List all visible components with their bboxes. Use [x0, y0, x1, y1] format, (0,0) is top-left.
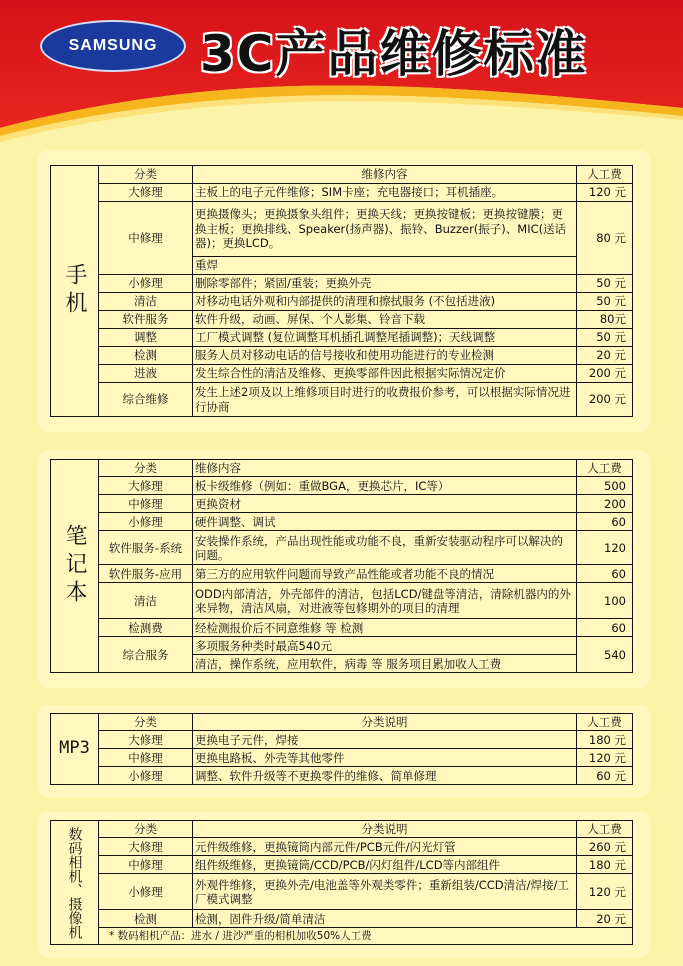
category-cell: 中修理	[99, 202, 193, 275]
description-cell: 工厂模式调整 (复位调整耳机插孔调整尾插调整)；天线调整	[193, 329, 577, 347]
column-header: 分类	[99, 714, 193, 731]
description-cell: 清洁，操作系统，应用软件，病毒 等 服务项目累加收人工费	[193, 655, 577, 673]
table-row	[51, 311, 633, 329]
fee-cell: 50 元	[577, 293, 633, 311]
column-header: 人工费	[577, 714, 633, 731]
description-cell: 删除零部件；紧固/重装；更换外壳	[193, 275, 577, 293]
fee-cell: 200	[577, 495, 633, 513]
category-cell: 中修理	[99, 856, 193, 874]
table-row	[51, 856, 633, 874]
table-row	[51, 731, 633, 749]
laptop-label: 笔记本	[51, 460, 99, 673]
table-row	[51, 531, 633, 565]
fee-cell: 120 元	[577, 749, 633, 767]
fee-cell: 60	[577, 565, 633, 583]
category-cell: 进液	[99, 365, 193, 383]
mp3-label: MP3	[51, 714, 99, 785]
description-cell: 外观件维修，更换外壳/电池盖等外观类零件；重新组装/CCD清洁/焊接/工厂模式调整	[193, 874, 577, 910]
description-cell: 主板上的电子元件维修；SIM卡座；充电器接口；耳机插座。	[193, 184, 577, 202]
category-cell: 小修理	[99, 767, 193, 785]
description-cell: 组件级维修，更换镜筒/CCD/PCB/闪灯组件/LCD等内部组件	[193, 856, 577, 874]
column-header: 分类说明	[193, 714, 577, 731]
description-cell: 更换资材	[193, 495, 577, 513]
laptop-table	[50, 459, 633, 673]
category-cell: 大修理	[99, 477, 193, 495]
category-cell: 检测	[99, 910, 193, 928]
note-row	[51, 928, 633, 945]
fee-cell: 120	[577, 531, 633, 565]
category-cell: 大修理	[99, 184, 193, 202]
category-cell: 综合维修	[99, 383, 193, 417]
table-row	[51, 619, 633, 637]
category-cell: 中修理	[99, 495, 193, 513]
description-cell: 多项服务种类时最高540元	[193, 637, 577, 655]
category-cell: 软件服务	[99, 311, 193, 329]
column-header: 分类	[99, 166, 193, 184]
fee-cell: 20 元	[577, 347, 633, 365]
fee-cell: 120 元	[577, 184, 633, 202]
category-cell: 清洁	[99, 293, 193, 311]
table-row	[51, 275, 633, 293]
fee-cell: 260 元	[577, 838, 633, 856]
category-cell: 检测费	[99, 619, 193, 637]
description-cell: 第三方的应用软件问题而导致产品性能或者功能不良的情况	[193, 565, 577, 583]
fee-cell: 60	[577, 619, 633, 637]
table-row	[51, 495, 633, 513]
category-cell: 小修理	[99, 513, 193, 531]
description-cell: 软件升级，动画、屏保、个人影集、铃音下载	[193, 311, 577, 329]
fee-cell: 50 元	[577, 329, 633, 347]
camera-table	[50, 820, 633, 945]
category-cell: 小修理	[99, 275, 193, 293]
fee-cell: 80 元	[577, 202, 633, 275]
fee-cell: 180 元	[577, 856, 633, 874]
category-cell: 大修理	[99, 731, 193, 749]
table-row	[51, 583, 633, 619]
category-cell: 调整	[99, 329, 193, 347]
camera-label: 数码相机、摄像机	[51, 821, 99, 945]
category-cell: 清洁	[99, 583, 193, 619]
table-row	[51, 767, 633, 785]
description-cell: 元件级维修，更换镜筒内部元件/PCB元件/闪光灯管	[193, 838, 577, 856]
description-cell: 服务人员对移动电话的信号接收和使用功能进行的专业检测	[193, 347, 577, 365]
column-header: 维修内容	[193, 166, 577, 184]
description-cell: 安装操作系统，产品出现性能或功能不良，重新安装驱动程序可以解决的问题。	[193, 531, 577, 565]
description-cell: 调整、软件升级等不更换零件的维修、简单修理	[193, 767, 577, 785]
table-row	[51, 910, 633, 928]
mp3-table	[50, 713, 633, 785]
fee-cell: 20 元	[577, 910, 633, 928]
fee-cell: 200 元	[577, 365, 633, 383]
samsung-logo: SAMSUNG	[40, 20, 186, 72]
description-cell: 更换电路板、外壳等其他零件	[193, 749, 577, 767]
table-row	[51, 184, 633, 202]
table-row	[51, 874, 633, 910]
category-cell: 检测	[99, 347, 193, 365]
table-row	[51, 347, 633, 365]
fee-cell: 500	[577, 477, 633, 495]
description-cell: 硬件调整、调试	[193, 513, 577, 531]
description-cell: 更换摄像头；更换摄象头组件；更换天线；更换按键板；更换按键膜；更换主板；更换排线、Speaker(扬声器)、振铃、Buzzer(振子)、MIC(送话器)；更换LCD。	[193, 202, 577, 257]
phone-table	[50, 165, 633, 417]
category-cell: 软件服务-应用	[99, 565, 193, 583]
column-header: 分类	[99, 821, 193, 838]
column-header: 分类	[99, 460, 193, 477]
column-header: 维修内容	[193, 460, 577, 477]
fee-cell: 50 元	[577, 275, 633, 293]
table-row	[51, 749, 633, 767]
description-cell: 经检测报价后不同意维修 等 检测	[193, 619, 577, 637]
category-cell: 小修理	[99, 874, 193, 910]
camera-note: * 数码相机产品：进水 / 进沙严重的相机加收50%人工费	[99, 928, 633, 945]
fee-cell: 60 元	[577, 767, 633, 785]
table-row	[51, 838, 633, 856]
fee-cell: 200 元	[577, 383, 633, 417]
category-cell: 中修理	[99, 749, 193, 767]
phone-label: 手机	[51, 166, 99, 417]
table-row	[51, 293, 633, 311]
fee-cell: 120 元	[577, 874, 633, 910]
category-cell: 大修理	[99, 838, 193, 856]
table-row	[51, 513, 633, 531]
table-row	[51, 202, 633, 257]
category-cell: 软件服务-系统	[99, 531, 193, 565]
description-cell: 发生综合性的清洁及维修、更换零部件因此根据实际情况定价	[193, 365, 577, 383]
description-cell: 发生上述2项及以上维修项目时进行的收费报价参考，可以根据实际情况进行协商	[193, 383, 577, 417]
fee-cell: 540	[577, 637, 633, 673]
table-row	[51, 365, 633, 383]
description-cell: 对移动电话外观和内部提供的清理和擦拭服务 (不包括进液)	[193, 293, 577, 311]
description-cell: ODD内部清洁，外壳部件的清洁，包括LCD/键盘等清洁，清除机器内的外来异物，清洁风扇，对进液等包修期外的项目的清理	[193, 583, 577, 619]
column-header: 人工费	[577, 460, 633, 477]
description-cell: 重焊	[193, 257, 577, 275]
column-header: 分类说明	[193, 821, 577, 838]
page-title: 3C产品维修标准	[200, 25, 588, 83]
table-row	[51, 383, 633, 417]
description-cell: 板卡级维修（例如：重做BGA，更换芯片，IC等）	[193, 477, 577, 495]
table-row	[51, 637, 633, 655]
table-row	[51, 329, 633, 347]
fee-cell: 80元	[577, 311, 633, 329]
description-cell: 检测，固件升级/简单清洁	[193, 910, 577, 928]
table-row	[51, 565, 633, 583]
column-header: 人工费	[577, 166, 633, 184]
table-row	[51, 477, 633, 495]
column-header: 人工费	[577, 821, 633, 838]
fee-cell: 60	[577, 513, 633, 531]
fee-cell: 100	[577, 583, 633, 619]
fee-cell: 180 元	[577, 731, 633, 749]
category-cell: 综合服务	[99, 637, 193, 673]
description-cell: 更换电子元件，焊接	[193, 731, 577, 749]
